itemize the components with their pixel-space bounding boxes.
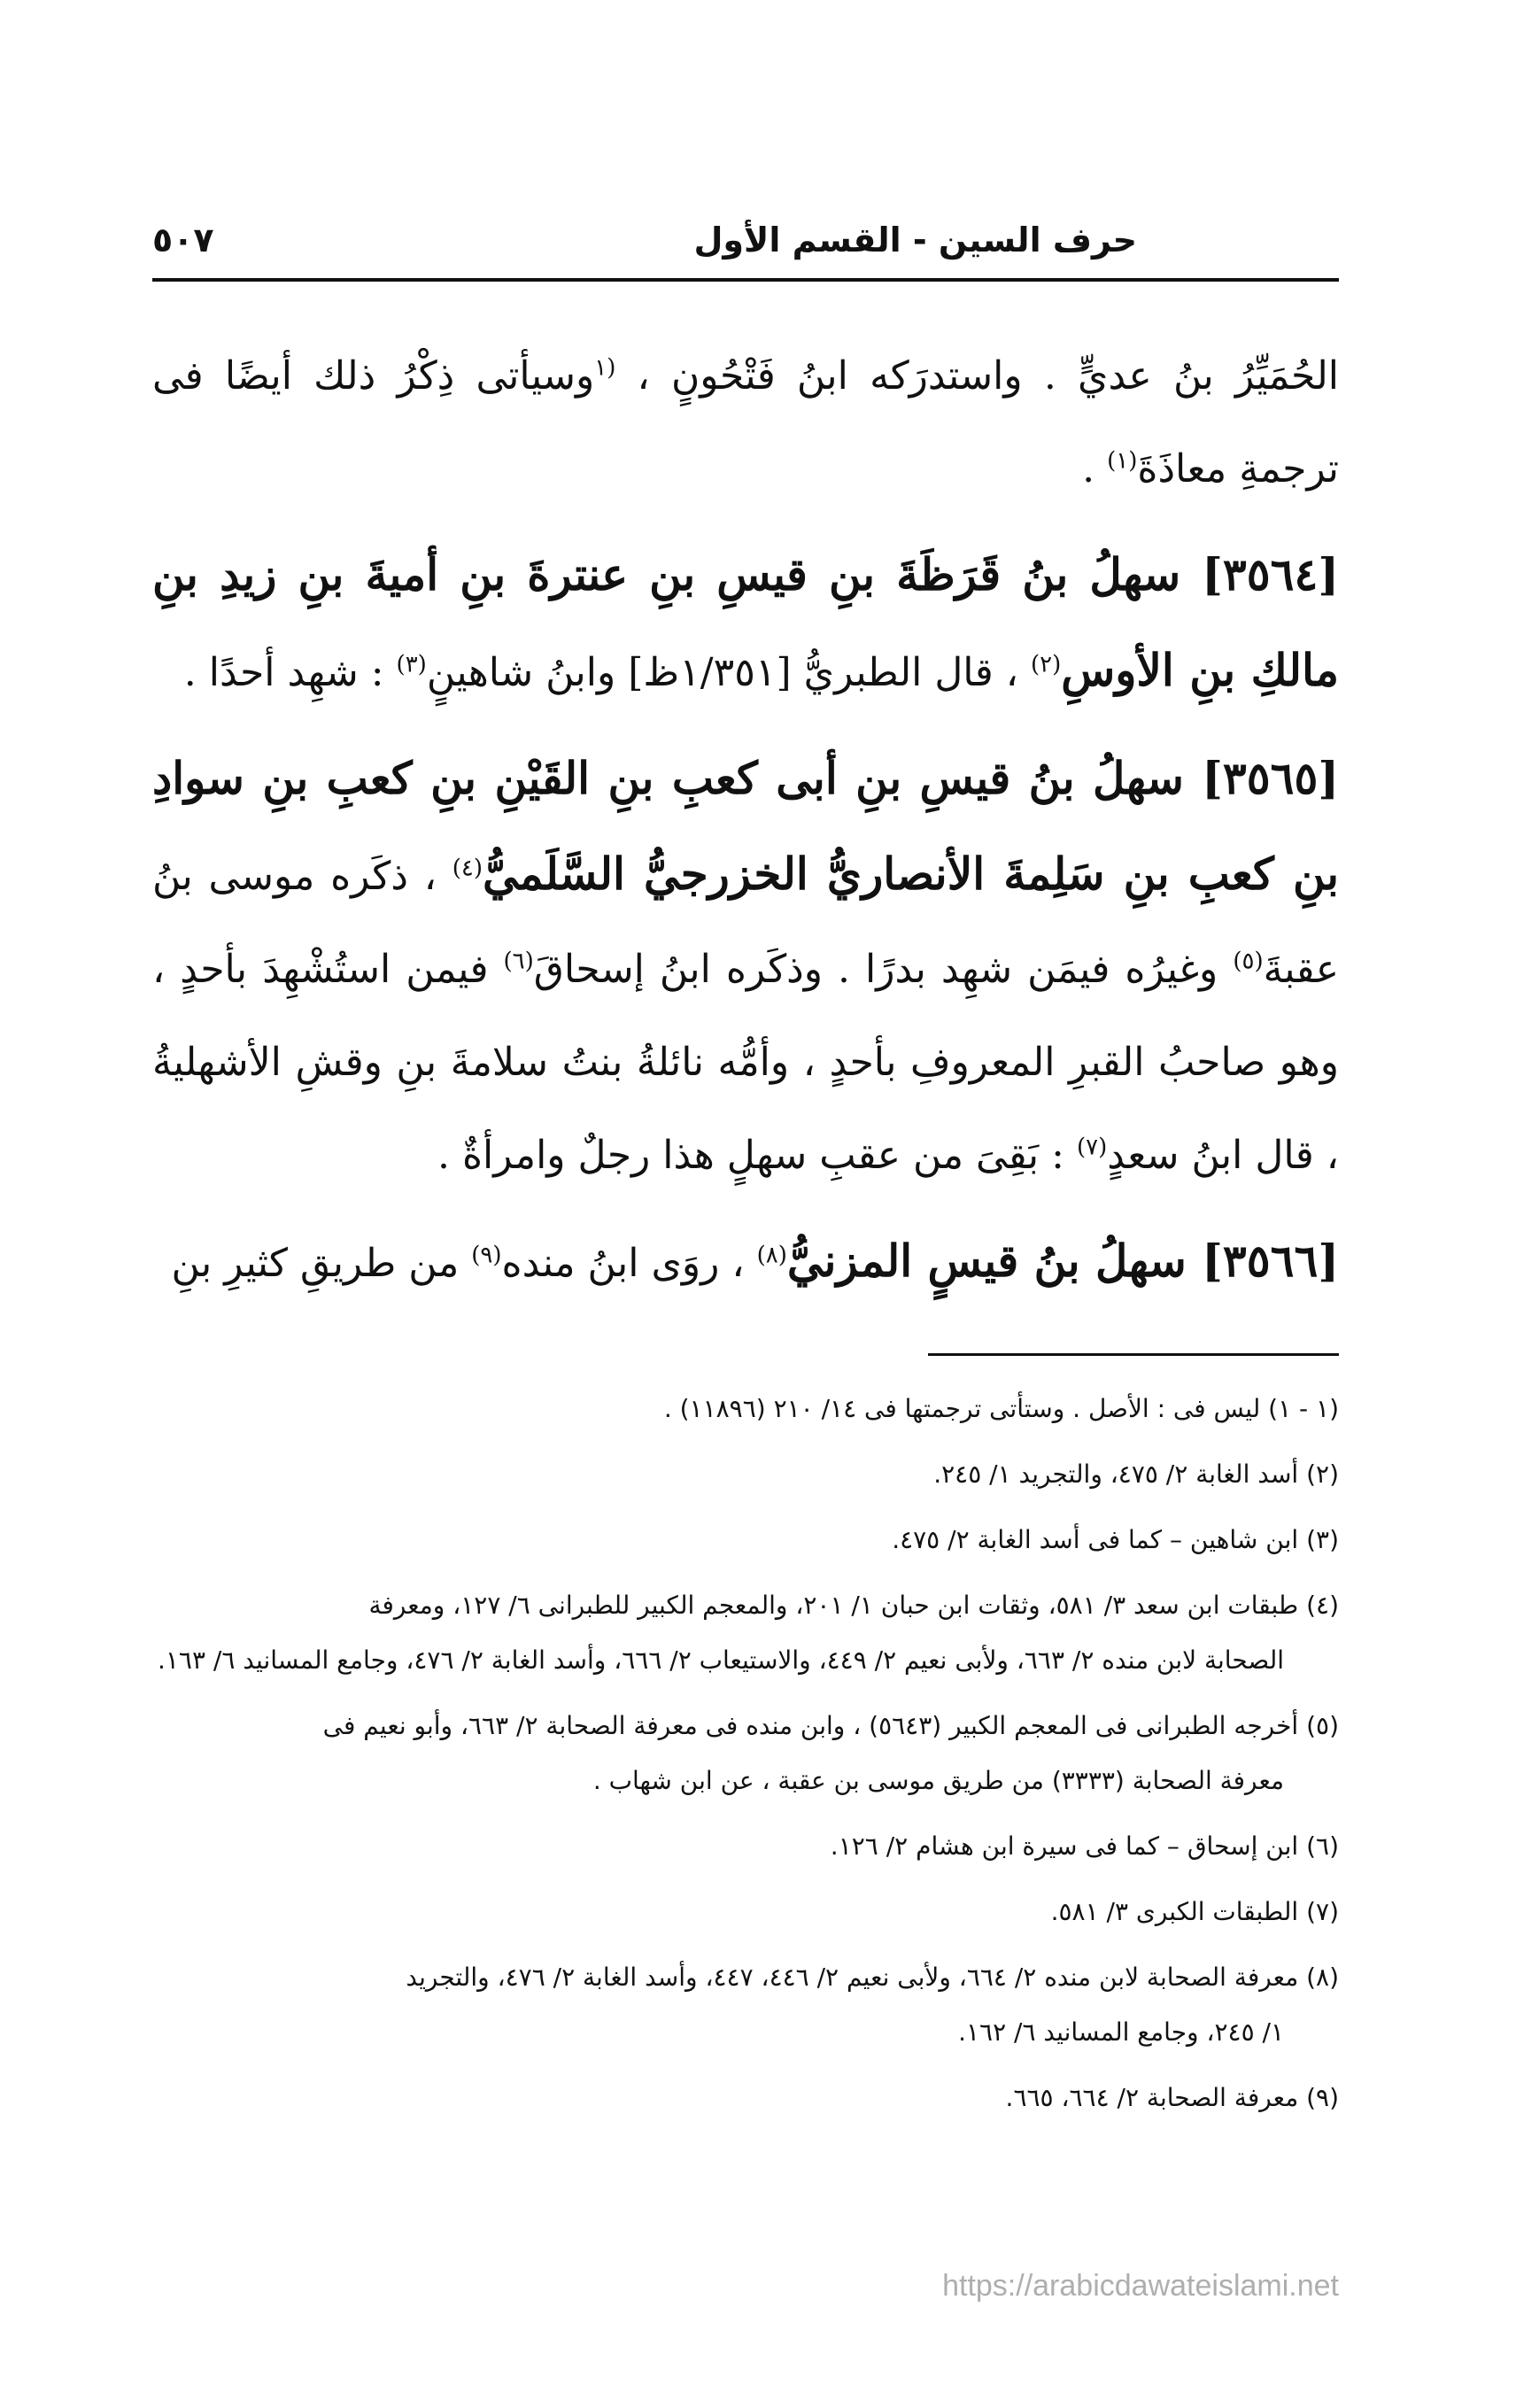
footnote-mark: (٢) (1030, 651, 1062, 678)
footnote-continuation: الصحابة لابن منده ٢/ ٦٦٣، ولأبى نعيم ٢/ ٤٤٩، والاستيعاب ٢/ ٦٦٦، وأسد الغابة ٢/ ٤٧٦، وجامع المسانيد ٦/ ١٦٣. (157, 1645, 1284, 1675)
footnotes (152, 1382, 1339, 2136)
entry-3566 (152, 1214, 1339, 1310)
footnote-mark: (١) (1107, 447, 1138, 475)
footnote-mark: (١ (594, 354, 616, 382)
entry-heading: [٣٥٦٤] سهلُ بنُ قَرَظَةَ بنِ قيسِ بنِ عنترةَ بنِ أميةَ بنِ زيدِ بنِ مالكِ بنِ الأوسِ (152, 548, 1339, 696)
paragraph-continuation (152, 329, 1339, 515)
text-run: وسيأتى ذِكْرُ ذلك أيضًا فى ترجمةِ معاذَةَ (152, 353, 1339, 492)
footnote-2 (152, 1447, 1339, 1502)
footnote-continuation: معرفة الصحابة (٣٣٣٣) من طريق موسى بن عقبة ، عن ابن شهاب . (592, 1766, 1284, 1795)
footnote-mark: (٤) (452, 855, 483, 882)
footnote-text: (٧) الطبقات الكبرى ٣/ ٥٨١. (1050, 1897, 1339, 1926)
footnote-8 (152, 1950, 1339, 2060)
text-run: وغيرُه فيمَن شهِد بدرًا . وذكَره ابنُ إسحاقَ (533, 947, 1234, 992)
footnote-text: (٢) أسد الغابة ٢/ ٤٧٥، والتجريد ١/ ٢٤٥. (933, 1460, 1339, 1489)
entry-heading: [٣٥٦٥] سهلُ بنُ قيسِ بنِ أبى كعبِ بنِ القَيْنِ بنِ كعبِ بنِ سوادِ بنِ كعبِ بنِ سَلِمةَ الأنصاريُّ الخزرجيُّ السَّلَميُّ (152, 752, 1339, 900)
footnote-9 (152, 2071, 1339, 2125)
text-run: الحُمَيِّرُ بنُ عديٍّ . واستدرَكه ابنُ فَتْحُونٍ ، (615, 353, 1339, 399)
page-header (152, 213, 1339, 275)
footnote-text: (١ - ١) ليس فى : الأصل . وستأتى ترجمتها فى ١٤/ ٢١٠ (١١٨٩٦) . (663, 1394, 1339, 1423)
header-rule (152, 278, 1339, 282)
text-run: ، ذكَره موسى بنُ عقبةَ (152, 854, 1339, 992)
running-title: حرف السين - القسم الأول (693, 221, 1137, 259)
page-number: ٥٠٧ (152, 221, 214, 259)
footnote-text: (٣) ابن شاهين – كما فى أسد الغابة ٢/ ٤٧٥. (892, 1525, 1339, 1554)
text-run: ، روَى ابنُ منده (501, 1241, 757, 1286)
footnote-3 (152, 1513, 1339, 1568)
text-run: : بَقِىَ من عقبِ سهلٍ هذا رجلٌ وامرأةٌ . (437, 1133, 1077, 1178)
footnote-text: (٦) ابن إسحاق – كما فى سيرة ابن هشام ٢/ ١٢٦. (830, 1831, 1339, 1861)
footnote-7 (152, 1885, 1339, 1940)
footnote-mark: (٦) (503, 948, 534, 975)
footnote-mark: (٥) (1233, 948, 1264, 975)
text-run: . (1082, 446, 1108, 492)
footnote-continuation: ١/ ٢٤٥، وجامع المسانيد ٦/ ١٦٢. (958, 2017, 1284, 2047)
footnote-rule (928, 1353, 1339, 1356)
entry-3564 (152, 528, 1339, 719)
entry-3565 (152, 732, 1339, 1202)
text-run: ، قال الطبريُّ [١/٣٥١ظ] وابنُ شاهينٍ (426, 650, 1031, 695)
text-run: من طريقِ كثيرِ بنِ (171, 1241, 472, 1286)
watermark-url: https://arabicdawateislami.net (942, 2269, 1339, 2303)
footnote-1 (152, 1382, 1339, 1436)
footnote-text: (٩) معرفة الصحابة ٢/ ٦٦٤، ٦٦٥. (1005, 2083, 1339, 2112)
footnote-5 (152, 1699, 1339, 1808)
footnote-text: (٨) معرفة الصحابة لابن منده ٢/ ٦٦٤، ولأبى نعيم ٢/ ٤٤٦، ٤٤٧، وأسد الغابة ٢/ ٤٧٦، والتجريد (406, 1963, 1339, 1992)
footnote-mark: (٨) (756, 1242, 787, 1269)
footnote-mark: (٣) (396, 651, 427, 678)
footnote-text: (٥) أخرجه الطبرانى فى المعجم الكبير (٥٦٤٣) ، وابن منده فى معرفة الصحابة ٢/ ٦٦٣، وأبو نعيم فى (322, 1711, 1339, 1740)
footnote-text: (٤) طبقات ابن سعد ٣/ ٥٨١، وثقات ابن حبان ١/ ٢٠١، والمعجم الكبير للطبرانى ٦/ ١٢٧، ومعرفة (368, 1591, 1339, 1620)
footnote-4 (152, 1578, 1339, 1688)
footnote-6 (152, 1819, 1339, 1874)
text-run: فيمن استُشْهِدَ بأحدٍ ، وهو صاحبُ القبرِ المعروفِ بأحدٍ ، وأمُّه نائلةُ بنتُ سلامةَ بنِ وقشِ الأشهليةُ ، قال ابنُ سعدٍ (152, 947, 1339, 1178)
footnote-mark: (٩) (471, 1242, 502, 1269)
main-text (152, 329, 1339, 1310)
footnote-mark: (٧) (1076, 1134, 1108, 1161)
entry-heading: [٣٥٦٦] سهلُ بنُ قيسٍ المزنيُّ (786, 1235, 1339, 1287)
text-run: : شهِد أحدًا . (183, 650, 397, 695)
